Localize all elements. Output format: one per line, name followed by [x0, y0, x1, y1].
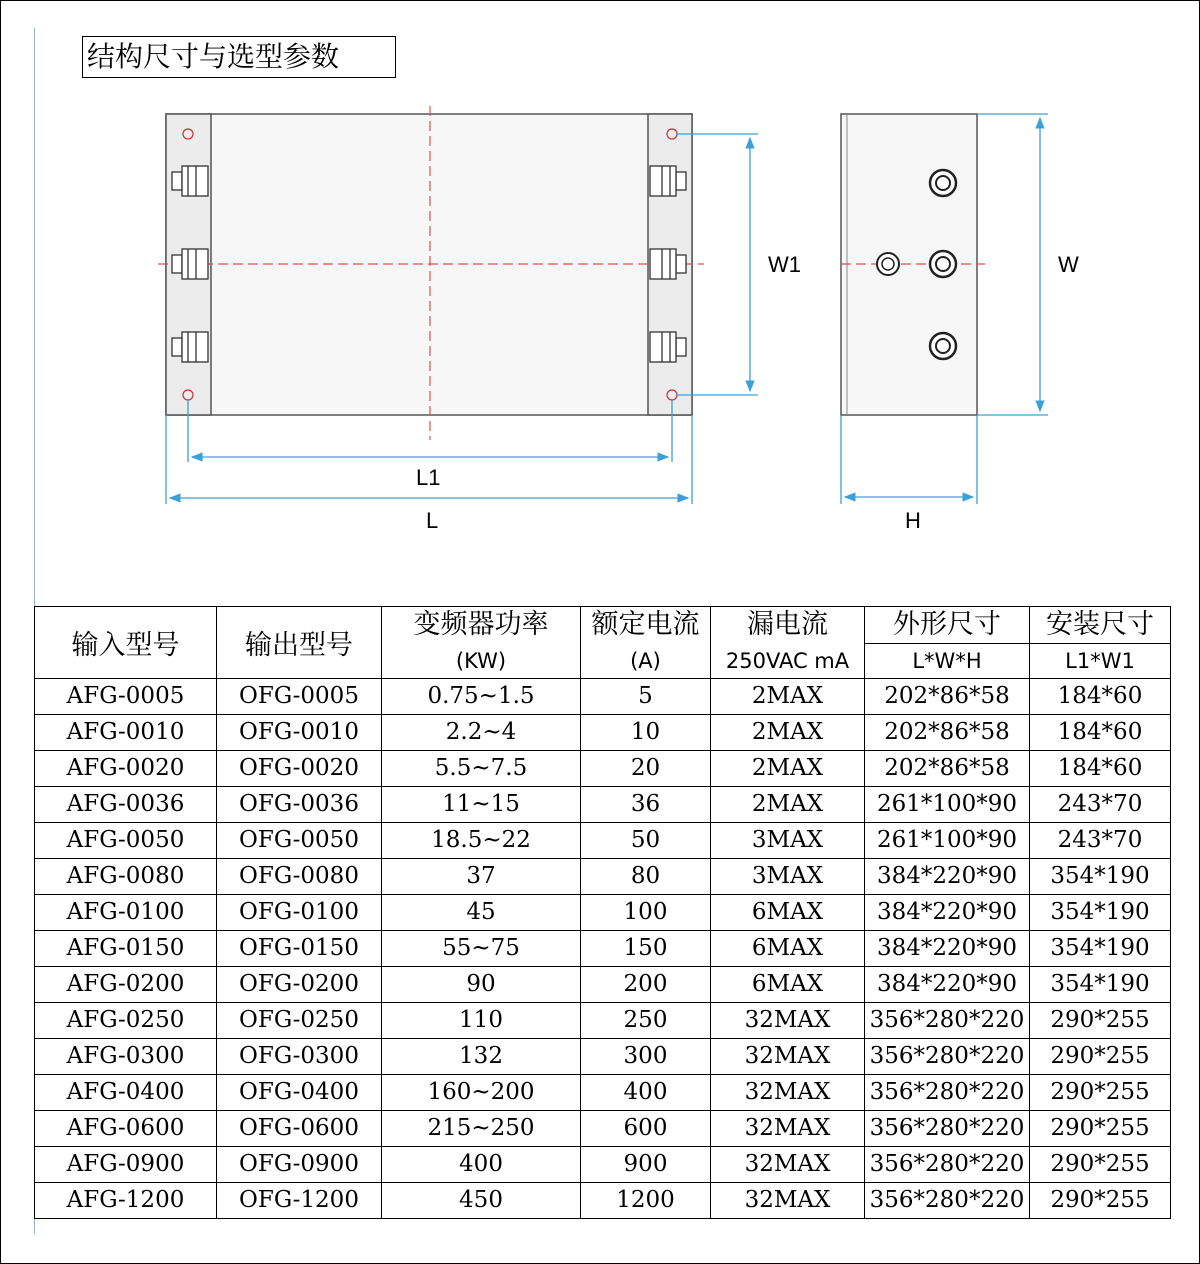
structure-drawing [0, 0, 1200, 600]
table-row [35, 1039, 1171, 1075]
cell-input-model: AFG-0150 [35, 931, 217, 967]
dim-label-w: W [1058, 252, 1079, 277]
table-row [35, 967, 1171, 1003]
header-leakage: 漏电流 [711, 607, 865, 644]
cell-input-model: AFG-0100 [35, 895, 217, 931]
cell-mount: 243*70 [1030, 787, 1171, 823]
table-row [35, 1111, 1171, 1147]
cell-leakage: 32MAX [711, 1147, 865, 1183]
cell-current: 5 [581, 679, 711, 715]
cell-leakage: 2MAX [711, 751, 865, 787]
cell-mount: 243*70 [1030, 823, 1171, 859]
cell-leakage: 32MAX [711, 1183, 865, 1219]
table-row [35, 895, 1171, 931]
cell-size: 356*280*220 [865, 1183, 1030, 1219]
table-row [35, 1147, 1171, 1183]
header-current: 额定电流 [581, 607, 711, 644]
cell-output-model: OFG-0050 [217, 823, 382, 859]
cell-input-model: AFG-0200 [35, 967, 217, 1003]
table-row [35, 751, 1171, 787]
header-current-unit: (A) [581, 644, 711, 679]
cell-output-model: OFG-0900 [217, 1147, 382, 1183]
cell-size: 384*220*90 [865, 859, 1030, 895]
header-mount-unit: L1*W1 [1030, 644, 1171, 679]
cell-size: 384*220*90 [865, 895, 1030, 931]
cell-mount: 184*60 [1030, 751, 1171, 787]
cell-power: 400 [382, 1147, 581, 1183]
cell-leakage: 32MAX [711, 1075, 865, 1111]
cell-output-model: OFG-0600 [217, 1111, 382, 1147]
header-output-model: 输出型号 [217, 607, 382, 679]
dim-label-h: H [905, 508, 921, 533]
header-leakage-unit: 250VAC mA [711, 644, 865, 679]
cell-mount: 290*255 [1030, 1003, 1171, 1039]
cell-power: 450 [382, 1183, 581, 1219]
cell-mount: 354*190 [1030, 967, 1171, 1003]
cell-input-model: AFG-0900 [35, 1147, 217, 1183]
table-row [35, 715, 1171, 751]
cell-power: 11~15 [382, 787, 581, 823]
cell-power: 37 [382, 859, 581, 895]
cell-leakage: 6MAX [711, 895, 865, 931]
table-row [35, 931, 1171, 967]
cell-current: 150 [581, 931, 711, 967]
cell-power: 160~200 [382, 1075, 581, 1111]
cell-output-model: OFG-0036 [217, 787, 382, 823]
cell-size: 356*280*220 [865, 1003, 1030, 1039]
cell-current: 900 [581, 1147, 711, 1183]
cell-output-model: OFG-0150 [217, 931, 382, 967]
cell-power: 215~250 [382, 1111, 581, 1147]
cell-input-model: AFG-0600 [35, 1111, 217, 1147]
cell-mount: 354*190 [1030, 895, 1171, 931]
cell-mount: 290*255 [1030, 1075, 1171, 1111]
cell-input-model: AFG-0050 [35, 823, 217, 859]
cell-input-model: AFG-0036 [35, 787, 217, 823]
spec-table [34, 606, 1171, 1219]
cell-size: 356*280*220 [865, 1075, 1030, 1111]
dim-label-w1: W1 [768, 252, 801, 277]
cell-output-model: OFG-0300 [217, 1039, 382, 1075]
cell-size: 261*100*90 [865, 823, 1030, 859]
cell-output-model: OFG-0400 [217, 1075, 382, 1111]
table-row [35, 679, 1171, 715]
cell-leakage: 32MAX [711, 1039, 865, 1075]
cell-size: 261*100*90 [865, 787, 1030, 823]
cell-mount: 184*60 [1030, 715, 1171, 751]
cell-mount: 184*60 [1030, 679, 1171, 715]
cell-output-model: OFG-0010 [217, 715, 382, 751]
cell-output-model: OFG-1200 [217, 1183, 382, 1219]
cell-current: 80 [581, 859, 711, 895]
cell-output-model: OFG-0100 [217, 895, 382, 931]
table-row [35, 859, 1171, 895]
cell-mount: 290*255 [1030, 1111, 1171, 1147]
cell-leakage: 2MAX [711, 787, 865, 823]
cell-output-model: OFG-0080 [217, 859, 382, 895]
cell-leakage: 32MAX [711, 1003, 865, 1039]
front-view [158, 106, 704, 440]
cell-leakage: 2MAX [711, 679, 865, 715]
cell-output-model: OFG-0005 [217, 679, 382, 715]
cell-leakage: 3MAX [711, 859, 865, 895]
cell-input-model: AFG-0400 [35, 1075, 217, 1111]
cell-current: 36 [581, 787, 711, 823]
table-row [35, 823, 1171, 859]
cell-output-model: OFG-0020 [217, 751, 382, 787]
header-input-model: 输入型号 [35, 607, 217, 679]
cell-size: 384*220*90 [865, 931, 1030, 967]
cell-size: 356*280*220 [865, 1039, 1030, 1075]
table-row [35, 1183, 1171, 1219]
cell-current: 20 [581, 751, 711, 787]
cell-power: 132 [382, 1039, 581, 1075]
header-power-unit: (KW) [382, 644, 581, 679]
cell-leakage: 6MAX [711, 967, 865, 1003]
cell-current: 600 [581, 1111, 711, 1147]
cell-power: 18.5~22 [382, 823, 581, 859]
cell-input-model: AFG-0010 [35, 715, 217, 751]
cell-current: 1200 [581, 1183, 711, 1219]
cell-power: 55~75 [382, 931, 581, 967]
cell-mount: 290*255 [1030, 1147, 1171, 1183]
cell-power: 110 [382, 1003, 581, 1039]
dim-label-l1: L1 [416, 465, 441, 490]
header-size-unit: L*W*H [865, 644, 1030, 679]
cell-size: 356*280*220 [865, 1147, 1030, 1183]
cell-output-model: OFG-0200 [217, 967, 382, 1003]
dim-label-l: L [426, 508, 439, 533]
cell-leakage: 2MAX [711, 715, 865, 751]
cell-input-model: AFG-0250 [35, 1003, 217, 1039]
cell-power: 5.5~7.5 [382, 751, 581, 787]
cell-power: 0.75~1.5 [382, 679, 581, 715]
cell-mount: 354*190 [1030, 931, 1171, 967]
cell-power: 45 [382, 895, 581, 931]
cell-input-model: AFG-0005 [35, 679, 217, 715]
header-power: 变频器功率 [382, 607, 581, 644]
side-view [841, 114, 985, 415]
cell-current: 250 [581, 1003, 711, 1039]
cell-input-model: AFG-0080 [35, 859, 217, 895]
section-title: 结构尺寸与选型参数 [82, 36, 396, 78]
table-row [35, 1003, 1171, 1039]
cell-power: 90 [382, 967, 581, 1003]
cell-power: 2.2~4 [382, 715, 581, 751]
table-row [35, 1075, 1171, 1111]
header-mount: 安装尺寸 [1030, 607, 1171, 644]
cell-current: 100 [581, 895, 711, 931]
cell-leakage: 6MAX [711, 931, 865, 967]
header-size: 外形尺寸 [865, 607, 1030, 644]
cell-mount: 290*255 [1030, 1039, 1171, 1075]
cell-current: 50 [581, 823, 711, 859]
table-row [35, 787, 1171, 823]
cell-mount: 290*255 [1030, 1183, 1171, 1219]
cell-size: 356*280*220 [865, 1111, 1030, 1147]
cell-size: 202*86*58 [865, 751, 1030, 787]
cell-size: 202*86*58 [865, 715, 1030, 751]
cell-leakage: 3MAX [711, 823, 865, 859]
cell-output-model: OFG-0250 [217, 1003, 382, 1039]
cell-current: 400 [581, 1075, 711, 1111]
cell-size: 384*220*90 [865, 967, 1030, 1003]
cell-current: 300 [581, 1039, 711, 1075]
cell-input-model: AFG-1200 [35, 1183, 217, 1219]
cell-input-model: AFG-0300 [35, 1039, 217, 1075]
cell-size: 202*86*58 [865, 679, 1030, 715]
cell-leakage: 32MAX [711, 1111, 865, 1147]
cell-mount: 354*190 [1030, 859, 1171, 895]
cell-current: 10 [581, 715, 711, 751]
cell-current: 200 [581, 967, 711, 1003]
cell-input-model: AFG-0020 [35, 751, 217, 787]
